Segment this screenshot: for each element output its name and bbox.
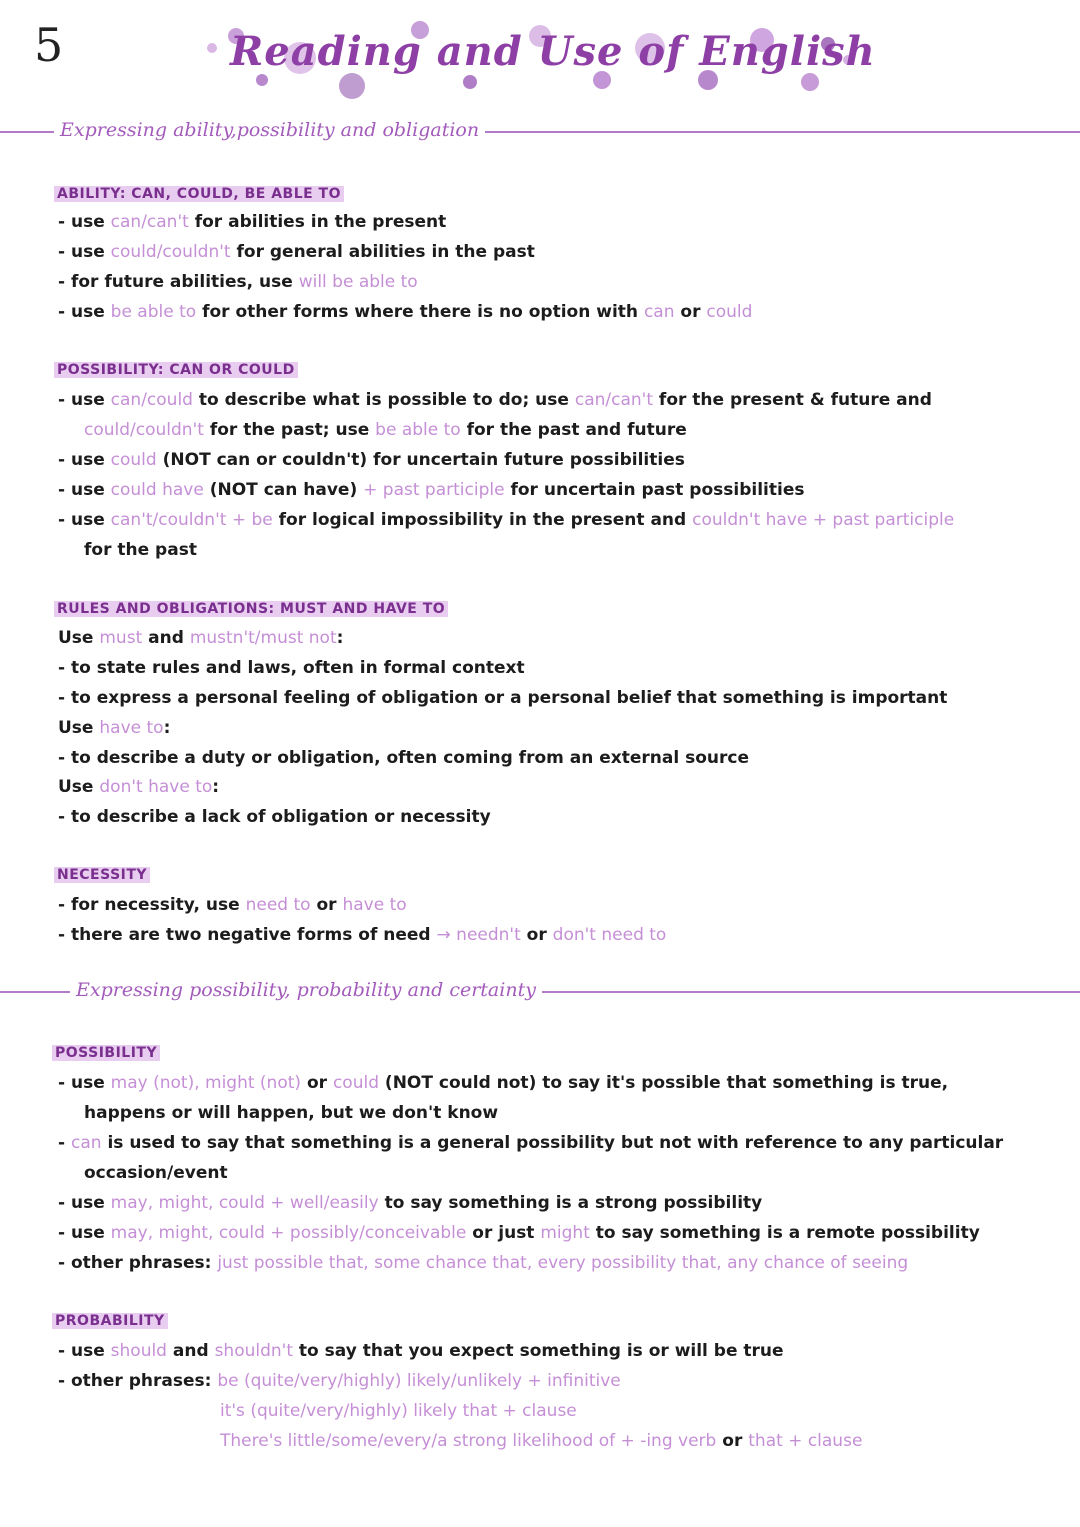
possibility1-line-2: could/couldn't for the past; use be able to for the past and future: [84, 420, 687, 440]
possibility1-line-4: - use could have (NOT can have) + past participle for uncertain past possibilities: [58, 480, 805, 500]
possibility2-line-3: - can is used to say that something is a general possibility but not with reference to any particular: [58, 1133, 1004, 1153]
probability-line-4: There's little/some/every/a strong likelihood of + -ing verb or that + clause: [220, 1431, 863, 1451]
page-number: 5: [34, 18, 64, 72]
probability-line-3: it's (quite/very/highly) likely that + clause: [220, 1401, 577, 1421]
possibility1-line-6: for the past: [84, 540, 197, 560]
possibility2-line-1: - use may (not), might (not) or could (NOT could not) to say it's possible that something is true,: [58, 1073, 949, 1093]
rules-line-1: Use must and mustn't/must not:: [58, 628, 344, 648]
rules-line-5: - to describe a duty or obligation, often coming from an external source: [58, 748, 750, 768]
ability-line-3: - for future abilities, use will be able to: [58, 272, 418, 292]
section-divider-1: [0, 116, 1080, 146]
necessity-heading: NECESSITY: [54, 867, 150, 883]
section-title-1: Expressing ability,possibility and obligation: [54, 119, 485, 141]
probability-line-2: - other phrases: be (quite/very/highly) likely/unlikely + infinitive: [58, 1371, 621, 1391]
possibility2-line-2: happens or will happen, but we don't know: [84, 1103, 499, 1123]
rules-line-7: - to describe a lack of obligation or necessity: [58, 807, 491, 827]
probability-line-1: - use should and shouldn't to say that you expect something is or will be true: [58, 1341, 784, 1361]
possibility2-line-5: - use may, might, could + well/easily to say something is a strong possibility: [58, 1193, 763, 1213]
rules-line-4: Use have to:: [58, 718, 171, 738]
rules-line-6: Use don't have to:: [58, 777, 220, 797]
ability-heading: ABILITY: CAN, COULD, BE ABLE TO: [54, 186, 344, 202]
possibility-heading-1: POSSIBILITY: CAN OR COULD: [54, 362, 298, 378]
ability-line-1: - use can/can't for abilities in the present: [58, 212, 447, 232]
possibility-heading-2: POSSIBILITY: [52, 1045, 160, 1061]
section-title-2: Expressing possibility, probability and certainty: [70, 979, 542, 1001]
possibility2-line-4: occasion/event: [84, 1163, 228, 1183]
possibility1-line-5: - use can't/couldn't + be for logical impossibility in the present and couldn't have + past participle: [58, 510, 955, 530]
probability-heading: PROBABILITY: [52, 1313, 168, 1329]
section-divider-2: [0, 976, 1080, 1006]
necessity-line-1: - for necessity, use need to or have to: [58, 895, 407, 915]
page-title: Reading and Use of English: [230, 28, 876, 75]
rules-line-2: - to state rules and laws, often in formal context: [58, 658, 525, 678]
possibility1-line-1: - use can/could to describe what is possible to do; use can/can't for the present & future and: [58, 390, 932, 410]
ability-line-4: - use be able to for other forms where there is no option with can or could: [58, 302, 753, 322]
possibility2-line-6: - use may, might, could + possibly/conceivable or just might to say something is a remote possibility: [58, 1223, 980, 1243]
necessity-line-2: - there are two negative forms of need → needn't or don't need to: [58, 925, 667, 945]
ability-line-2: - use could/couldn't for general abilities in the past: [58, 242, 535, 262]
possibility1-line-3: - use could (NOT can or couldn't) for uncertain future possibilities: [58, 450, 685, 470]
rules-line-3: - to express a personal feeling of obligation or a personal belief that something is important: [58, 688, 948, 708]
rules-heading: RULES AND OBLIGATIONS: MUST AND HAVE TO: [54, 601, 448, 617]
possibility2-line-7: - other phrases: just possible that, some chance that, every possibility that, any chance of seeing: [58, 1253, 909, 1273]
